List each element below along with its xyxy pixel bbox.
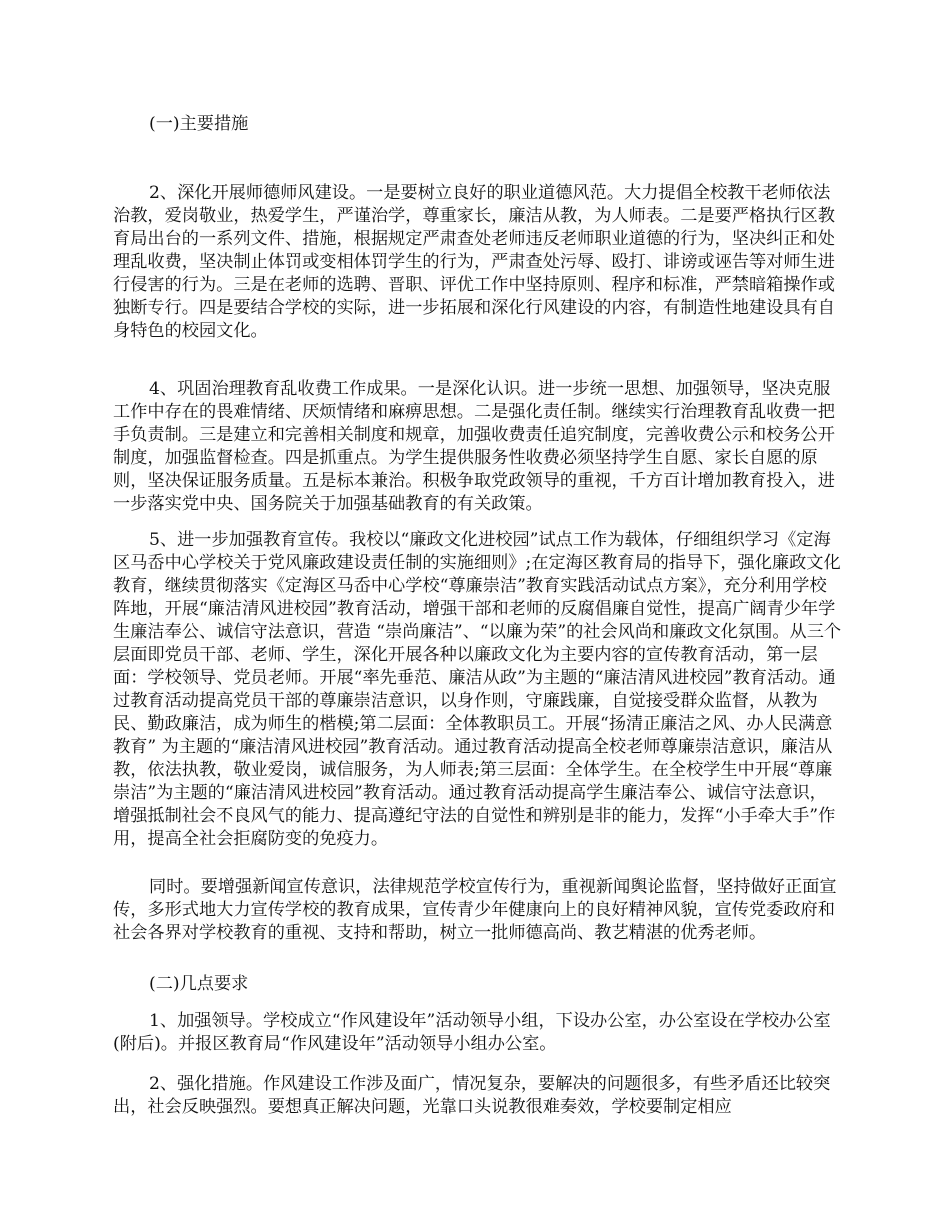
section-heading-main-measures: (一)主要措施 xyxy=(149,114,249,134)
section-heading-requirements: (二)几点要求 xyxy=(149,974,249,994)
paragraph-education-publicity: 5、进一步加强教育宣传。我校以“廉政文化进校园”试点工作为载体，仔细组织学习《定海区马岙中心学校关于党风廉政建设责任制的实施细则》;在定海区教育局的指导下，强化廉政文化教育，继续贯彻落实《定海区马岙中心学校“尊廉崇洁”教育实践活动试点方案》，充分利用学校阵地，开展“廉洁清风进校园”教育活动，增强干部和老师的反腐倡廉自觉性，提高广阔青少年学生廉洁奉公、诚信守法意识，营造 “崇尚廉洁”、“以廉为荣”的社会风尚和廉政文化氛围。从三个层面即党员干部、老师、学生，深化开展各种以廉政文化为主要内容的宣传教育活动，第一层面：学校领导、党员老师。开展“率先垂范、廉洁从政”为主题的“廉洁清风进校园”教育活动。通过教育活动提高党员干部的尊廉崇洁意识，以身作则，守廉践廉，自觉接受群众监督，从教为民、勤政廉洁，成为师生的楷模;第二层面：全体教职员工。开展“扬清正廉洁之风、办人民满意教育” 为主题的“廉洁清风进校园”教育活动。通过教育活动提高全校老师尊廉崇洁意识，廉洁从教，依法执教，敬业爱岗，诚信服务，为人师表;第三层面：全体学生。在全校学生中开展“尊廉崇洁”为主题的“廉洁清风进校园”教育活动。通过教育活动提高学生廉洁奉公、诚信守法意识，增强抵制社会不良风气的能力、提高遵纪守法的自觉性和辨别是非的能力，发挥“小手牵大手”作用，提高全社会拒腐防变的免疫力。 xyxy=(113,530,842,849)
paragraph-strengthen-leadership: 1、加强领导。学校成立“作风建设年”活动领导小组，下设办公室，办公室设在学校办公室(附后)。并报区教育局“作风建设年”活动领导小组办公室。 xyxy=(113,1011,831,1054)
paragraph-fee-governance: 4、巩固治理教育乱收费工作成果。一是深化认识。进一步统一思想、加强领导，坚决克服工作中存在的畏难情绪、厌烦情绪和麻痹思想。二是强化责任制。继续实行治理教育乱收费一把手负责制。三是建立和完善相关制度和规章，加强收费责任追究制度，完善收费公示和校务公开制度，加强监督检查。四是抓重点。为学生提供服务性收费必须坚持学生自愿、家长自愿的原则，坚决保证服务质量。五是标本兼治。积极争取党政领导的重视，千方百计增加教育投入，进一步落实党中央、国务院关于加强基础教育的有关政策。 xyxy=(113,379,835,514)
paragraph-strengthen-measures: 2、强化措施。作风建设工作涉及面广，情况复杂，要解决的问题很多，有些矛盾还比较突出，社会反映强烈。要想真正解决问题，光靠口头说教很难奏效，学校要制定相应 xyxy=(113,1074,831,1117)
paragraph-teacher-ethics: 2、深化开展师德师风建设。一是要树立良好的职业道德风范。大力提倡全校教干老师依法治教，爱岗敬业，热爱学生，严谨治学，尊重家长，廉洁从教，为人师表。二是要严格执行区教育局出台的一系列文件、措施，根据规定严肃查处老师违反老师职业道德的行为，坚决纠正和处理乱收费，坚决制止体罚或变相体罚学生的行为，严肃查处污辱、殴打、诽谤或诬告等对师生进行侵害的行为。三是在老师的选聘、晋职、评优工作中坚持原则、程序和标准，严禁暗箱操作或独断专行。四是要结合学校的实际，进一步拓展和深化行风建设的内容，有制造性地建设具有自身特色的校园文化。 xyxy=(113,183,835,341)
paragraph-news-publicity: 同时。要增强新闻宣传意识，法律规范学校宣传行为，重视新闻舆论监督，坚持做好正面宣传，多形式地大力宣传学校的教育成果，宣传青少年健康向上的良好精神风貌，宣传党委政府和社会各界对学校教育的重视、支持和帮助，树立一批师德高尚、教艺精湛的优秀老师。 xyxy=(113,877,837,943)
